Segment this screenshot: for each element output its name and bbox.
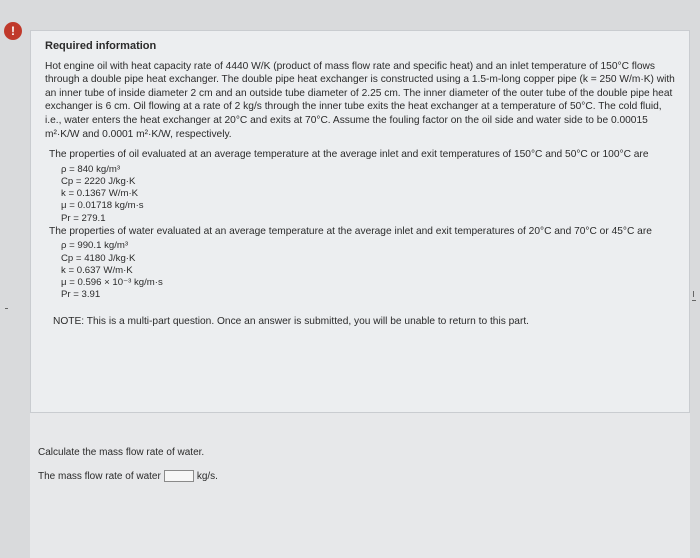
alert-icon bbox=[4, 22, 22, 40]
oil-conductivity: k = 0.1367 W/m·K bbox=[61, 188, 139, 200]
oil-specific-heat: Cp = 2220 J/kg·K bbox=[61, 175, 136, 187]
problem-statement: Hot engine oil with heat capacity rate of 4440 W/K (product of mass flow rate and specific heat) and an inlet temperature of 150°C flows through a double pipe heat exchanger. The double pipe heat exchanger is constructed using a 1.5-m-long copper pipe (k = 250 W/m·K) with an inner tube of inside diameter 2 cm and an outside tube diameter of 2.25 cm. The inner diameter of the outer tube of the double pipe heat exchanger is 6 cm. Oil flowing at a rate of 2 kg/s through the inner tube exits the heat exchanger at a temperature of 50°C. The cold fluid, i.e., water enters the heat exchanger at 20°C and exits at 70°C. Assume the fouling factor on the oil side and water side to be 0.00015 m²·K/W and 0.0001 m²·K/W, respectively. bbox=[45, 60, 675, 140]
answer-row bbox=[38, 470, 218, 482]
water-density: ρ = 990.1 kg/m³ bbox=[61, 240, 129, 252]
scroll-indicator-arrow bbox=[692, 300, 696, 301]
scroll-indicator bbox=[693, 291, 694, 297]
required-information-panel bbox=[30, 30, 690, 413]
info-title: Required information bbox=[45, 40, 157, 52]
page-mark bbox=[5, 308, 8, 309]
oil-density: ρ = 840 kg/m³ bbox=[61, 163, 121, 175]
answer-label: The mass flow rate of water bbox=[38, 470, 161, 482]
oil-property-list bbox=[61, 164, 675, 225]
question-area bbox=[30, 413, 690, 558]
water-specific-heat: Cp = 4180 J/kg·K bbox=[61, 252, 136, 264]
water-property-list bbox=[61, 240, 675, 301]
water-properties-intro: The properties of water evaluated at an average temperature at the average inlet and exit temperatures of 20°C and 70°C or 45°C are bbox=[49, 225, 652, 237]
answer-unit: kg/s. bbox=[196, 470, 218, 482]
water-viscosity: μ = 0.596 × 10⁻³ kg/m·s bbox=[61, 276, 163, 288]
mass-flow-rate-input[interactable] bbox=[164, 470, 194, 482]
oil-viscosity: μ = 0.01718 kg/m·s bbox=[61, 200, 144, 212]
oil-properties bbox=[49, 148, 675, 225]
alert-glyph: ! bbox=[11, 24, 15, 38]
water-conductivity: k = 0.637 W/m·K bbox=[61, 264, 133, 276]
water-prandtl: Pr = 3.91 bbox=[61, 289, 101, 301]
question-prompt: Calculate the mass flow rate of water. bbox=[38, 447, 205, 458]
multi-part-note: NOTE: This is a multi-part question. Once an answer is submitted, you will be unable to return to this part. bbox=[53, 316, 530, 328]
oil-prandtl: Pr = 279.1 bbox=[61, 212, 106, 224]
water-properties bbox=[49, 225, 675, 302]
oil-properties-intro: The properties of oil evaluated at an average temperature at the average inlet and exit temperatures of 150°C and 50°C or 100°C are bbox=[49, 149, 649, 161]
